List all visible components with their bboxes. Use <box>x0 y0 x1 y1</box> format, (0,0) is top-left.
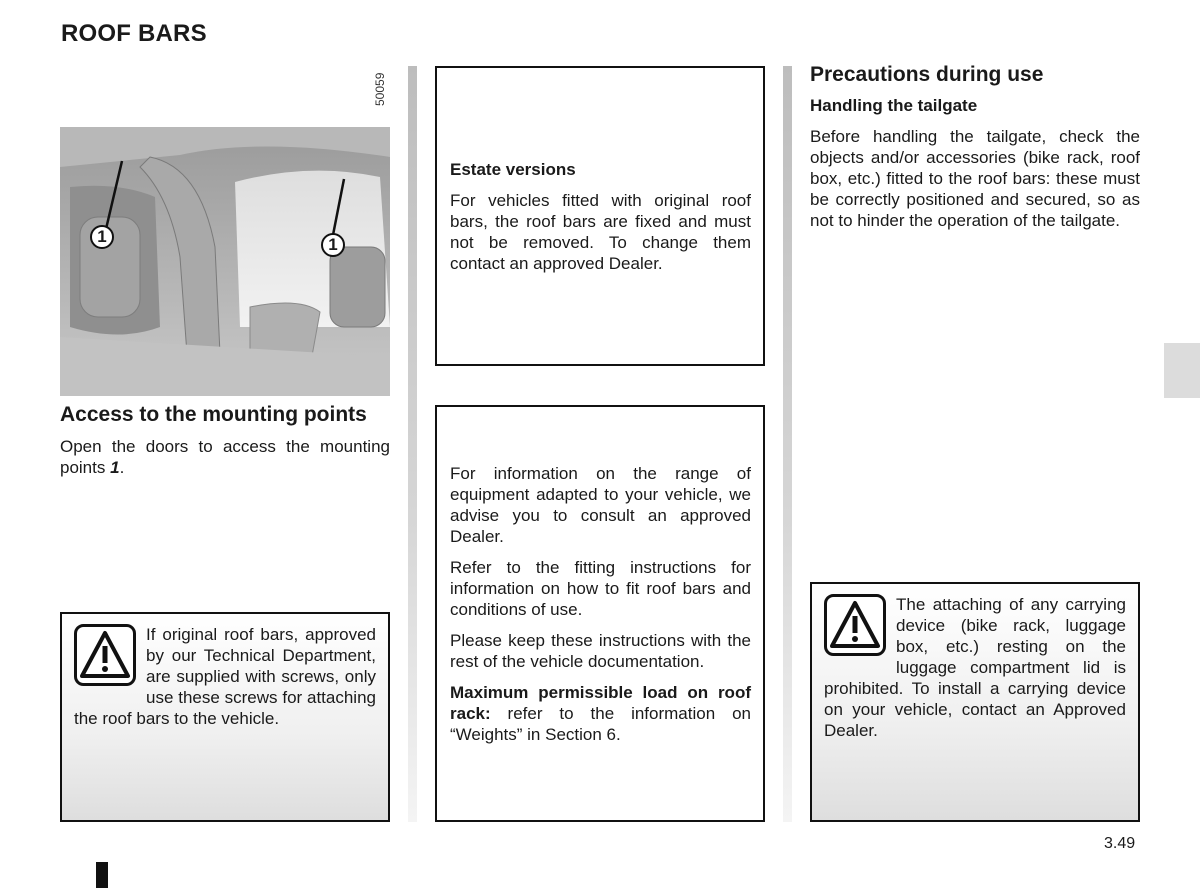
tailgate-subheading: Handling the tailgate <box>810 96 978 115</box>
keep-instructions-text: Please keep these instructions with the rest of the vehicle documentation. <box>450 631 751 671</box>
fitting-text: Refer to the fitting instructions for information on how to fit roof bars and conditions of use. <box>450 558 751 619</box>
page-title: ROOF BARS <box>61 20 207 47</box>
equipment-text: For information on the range of equipment adapted to your vehicle, we advise you to consult an approved Dealer. <box>450 464 751 546</box>
image-code-text: 50059 <box>373 72 387 106</box>
mounting-section <box>60 402 390 488</box>
column-divider-2 <box>783 66 792 822</box>
max-load-rest: refer to the information on “Weights” in Section 6. <box>450 704 751 744</box>
warning-box-luggage <box>810 582 1140 822</box>
corner-mark <box>96 862 108 888</box>
image-reference-code <box>364 70 394 110</box>
tailgate-text: Before handling the tailgate, check the objects and/or accessories (bike rack, roof box, etc.) fitted to the roof bars: these must be correctly positioned and secured, so as not to hinder the operation of the tailgate. <box>810 127 1140 230</box>
callout-1-right: 1 <box>321 233 345 257</box>
warning-triangle-icon <box>824 594 886 656</box>
section-thumb-tab <box>1164 343 1200 398</box>
mounting-text: Open the doors to access the mounting points <box>60 437 390 477</box>
section-heading-mounting: Access to the mounting points <box>60 403 367 426</box>
column-divider-1 <box>408 66 417 822</box>
warning-text-screws: If original roof bars, approved by our Technical Department, are supplied with screws, only use these screws for attaching the roof bars to the vehicle. <box>74 625 376 728</box>
precautions-section <box>810 62 1140 241</box>
mounting-text-end: . <box>119 458 125 477</box>
warning-box-screws <box>60 612 390 822</box>
mounting-points-photo <box>60 127 390 396</box>
mounting-paragraph <box>60 436 390 478</box>
estate-text: For vehicles fitted with original roof bars, the roof bars are fixed and must not be removed. To change them contact an approved Dealer. <box>450 191 751 273</box>
estate-heading: Estate versions <box>450 160 576 179</box>
page-number: 3.49 <box>1104 835 1136 852</box>
info-box-estate <box>435 66 765 366</box>
callout-1-left: 1 <box>90 225 114 249</box>
mounting-ref: 1 <box>110 458 120 477</box>
max-load-text <box>450 682 751 745</box>
info-box-equipment <box>435 405 765 822</box>
warning-text-luggage: The attaching of any carrying device (bike rack, luggage box, etc.) resting on the luggage compartment lid is prohibited. To install a carrying device on your vehicle, contact an Approved Dealer. <box>824 595 1126 740</box>
warning-triangle-icon <box>74 624 136 686</box>
section-heading-precautions: Precautions during use <box>810 63 1044 86</box>
max-load-label: Maximum permissible load on roof rack: <box>450 683 751 723</box>
